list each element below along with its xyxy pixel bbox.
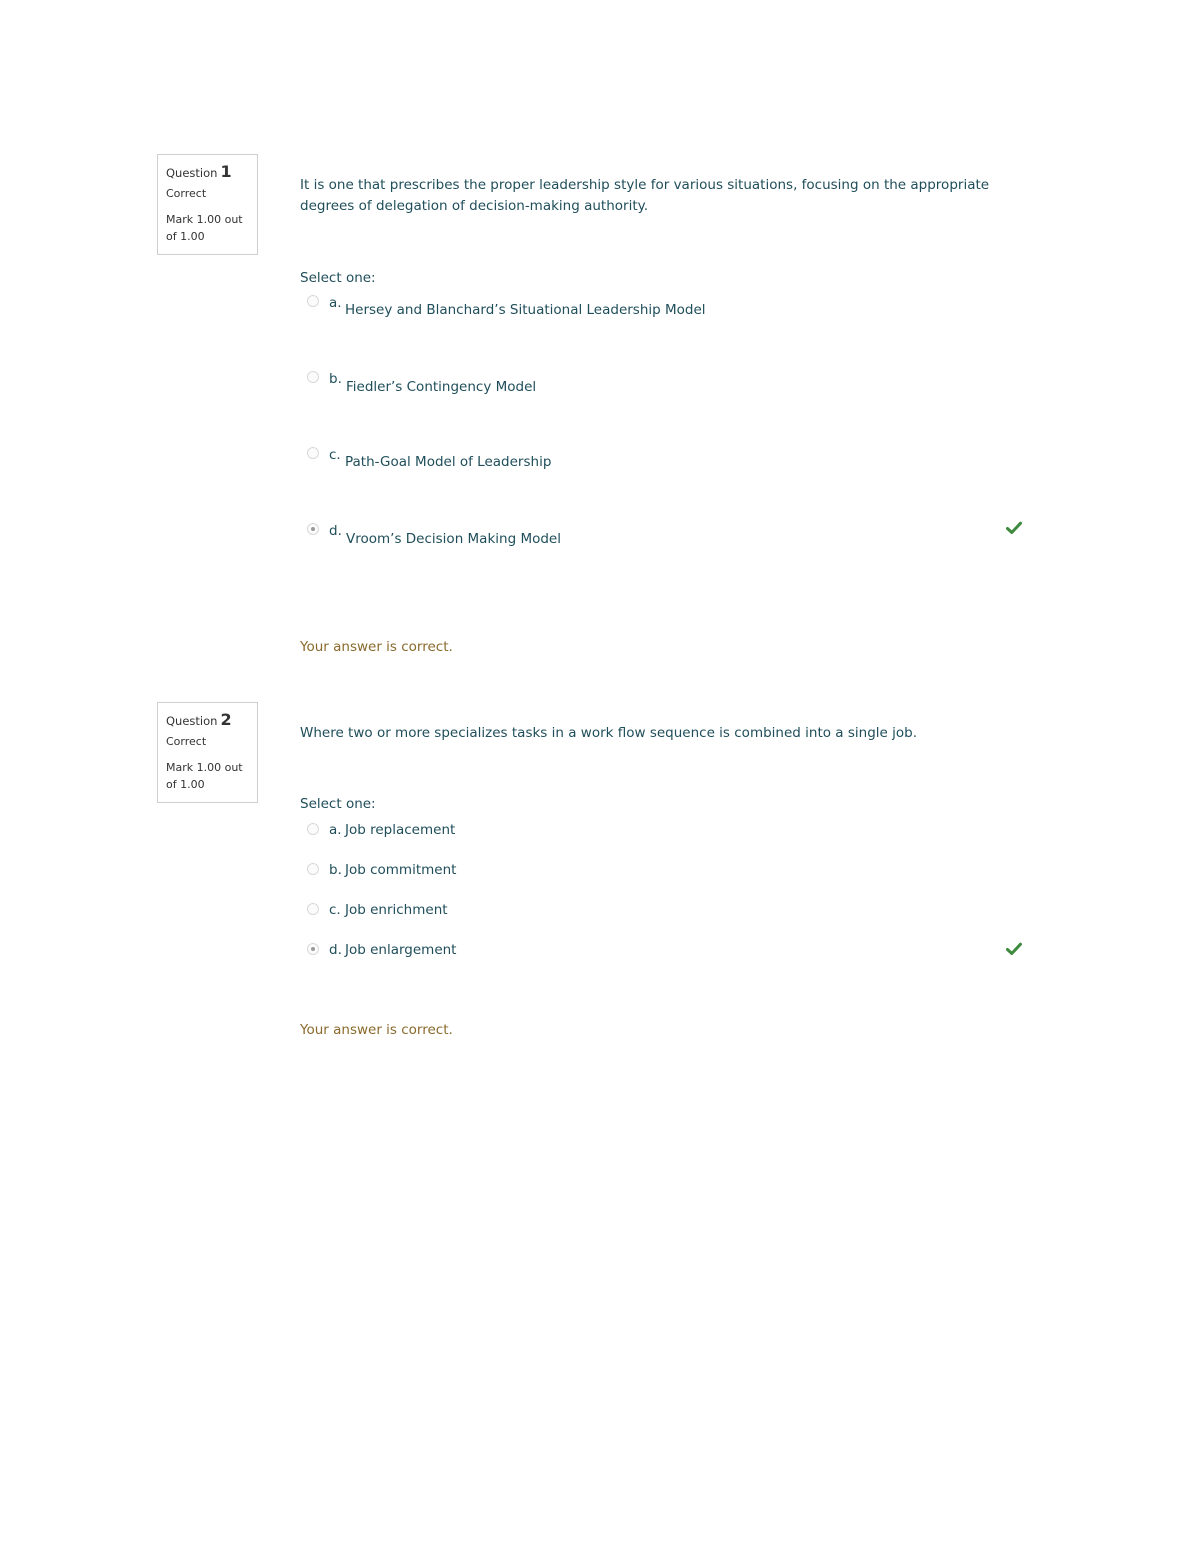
question-state: Correct bbox=[166, 187, 207, 200]
select-one-prompt: Select one: bbox=[300, 796, 376, 812]
option-letter: a. bbox=[329, 295, 342, 311]
question-number: 1 bbox=[220, 162, 232, 181]
option-letter: c. bbox=[329, 447, 341, 463]
radio-button[interactable] bbox=[307, 295, 319, 307]
radio-button[interactable] bbox=[307, 903, 319, 915]
feedback-text: Your answer is correct. bbox=[300, 1022, 453, 1038]
answer-option-b[interactable] bbox=[300, 371, 1030, 395]
answer-option-b[interactable] bbox=[300, 863, 1030, 887]
option-text: Fiedler’s Contingency Model bbox=[346, 379, 537, 395]
option-letter: d. bbox=[329, 942, 342, 958]
radio-button-selected[interactable] bbox=[307, 523, 319, 535]
option-text: Job enrichment bbox=[345, 902, 448, 918]
question-info-box bbox=[157, 702, 258, 803]
option-text: Job replacement bbox=[345, 822, 456, 838]
option-text: Hersey and Blanchard’s Situational Leadership Model bbox=[345, 302, 706, 318]
option-text: Path-Goal Model of Leadership bbox=[345, 454, 552, 470]
answer-option-c[interactable] bbox=[300, 447, 1030, 471]
radio-button[interactable] bbox=[307, 371, 319, 383]
option-letter: d. bbox=[329, 523, 342, 539]
checkmark-icon bbox=[1006, 942, 1022, 956]
radio-button[interactable] bbox=[307, 823, 319, 835]
question-label: Question bbox=[166, 166, 218, 180]
option-letter: a. bbox=[329, 822, 342, 838]
answer-option-d[interactable] bbox=[300, 523, 1030, 547]
option-letter: c. bbox=[329, 902, 341, 918]
question-text: It is one that prescribes the proper leadership style for various situations, focusing on the appropriate degrees of delegation of decision-making authority. bbox=[300, 177, 990, 214]
radio-button[interactable] bbox=[307, 447, 319, 459]
feedback-text: Your answer is correct. bbox=[300, 639, 453, 655]
option-text: Job commitment bbox=[345, 862, 457, 878]
answer-option-c[interactable] bbox=[300, 903, 1030, 927]
question-text: Where two or more specializes tasks in a work flow sequence is combined into a single job. bbox=[300, 725, 917, 741]
answer-option-a[interactable] bbox=[300, 295, 1030, 319]
option-text: Job enlargement bbox=[345, 942, 457, 958]
select-one-prompt: Select one: bbox=[300, 270, 376, 286]
radio-button[interactable] bbox=[307, 863, 319, 875]
question-info-box bbox=[157, 154, 258, 255]
answer-option-d[interactable] bbox=[300, 943, 1030, 967]
question-label: Question bbox=[166, 714, 218, 728]
question-grade: Mark 1.00 out of 1.00 bbox=[166, 761, 243, 791]
question-state: Correct bbox=[166, 735, 207, 748]
option-text: Vroom’s Decision Making Model bbox=[346, 531, 561, 547]
radio-button-selected[interactable] bbox=[307, 943, 319, 955]
checkmark-icon bbox=[1006, 521, 1022, 535]
answer-option-a[interactable] bbox=[300, 823, 1030, 847]
option-letter: b. bbox=[329, 371, 342, 387]
question-grade: Mark 1.00 out of 1.00 bbox=[166, 213, 243, 243]
question-number: 2 bbox=[220, 710, 232, 729]
option-letter: b. bbox=[329, 862, 342, 878]
